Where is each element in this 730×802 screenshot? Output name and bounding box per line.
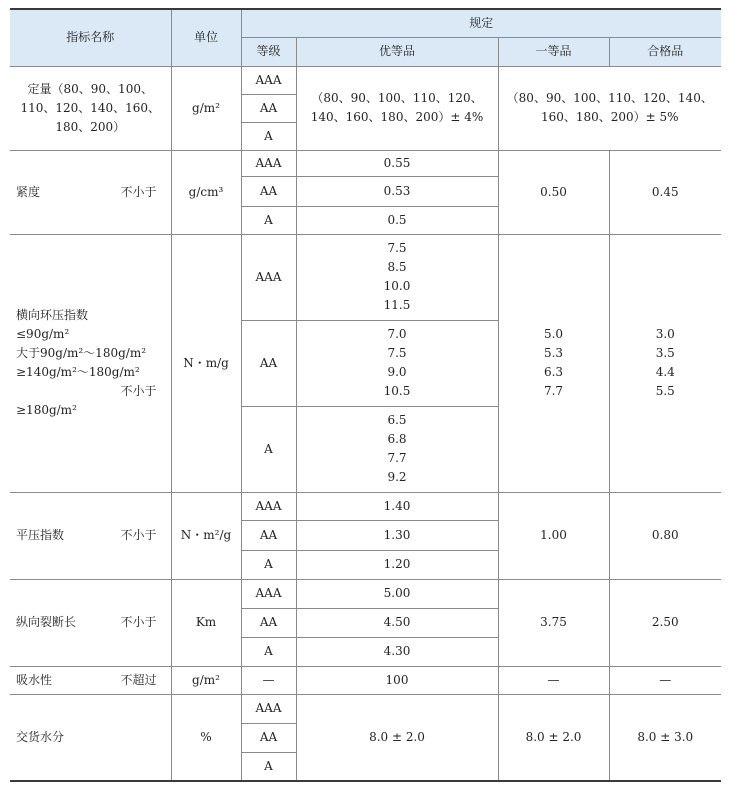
header-spec: 规定 (241, 9, 721, 37)
quantitative-first-qualified: （80、90、100、110、120、140、 160、180、200）± 5% (498, 66, 721, 150)
ring-crush-first: 5.0 5.3 6.3 7.7 (498, 234, 609, 492)
ring-crush-name: 横向环压指数 ≤90g/m² 大于90g/m²～180g/m² ≥140g/m²～180g/m² 不小于 ≥180g/m² (10, 234, 171, 492)
flat-crush-unit: N・m²/g (171, 492, 241, 579)
header-grade: 等级 (241, 37, 296, 66)
specification-table (10, 8, 721, 782)
value-cell: 0.53 (296, 176, 498, 206)
ring-crush-superior-aa: 7.0 7.5 9.0 10.5 (296, 320, 498, 406)
tightness-unit: g/cm³ (171, 150, 241, 234)
absorbency-grade: — (241, 666, 296, 694)
absorbency-unit: g/m² (171, 666, 241, 694)
absorbency-superior: 100 (296, 666, 498, 694)
value-cell: 0.55 (296, 150, 498, 176)
value-cell: 1.40 (296, 492, 498, 520)
ring-crush-superior-a: 6.5 6.8 7.7 9.2 (296, 406, 498, 492)
moisture-name: 交货水分 (10, 694, 171, 781)
breaking-length-first: 3.75 (498, 579, 609, 666)
flat-crush-qualified: 0.80 (609, 492, 721, 579)
moisture-qualified: 8.0 ± 3.0 (609, 694, 721, 781)
value-cell: 4.30 (296, 637, 498, 666)
grade-cell: AA (241, 94, 296, 122)
moisture-first: 8.0 ± 2.0 (498, 694, 609, 781)
flat-crush-first: 1.00 (498, 492, 609, 579)
absorbency-name: 吸水性 不超过 (10, 666, 171, 694)
breaking-length-name: 纵向裂断长 不小于 (10, 579, 171, 666)
grade-cell: A (241, 206, 296, 234)
breaking-length-unit: Km (171, 579, 241, 666)
header-superior: 优等品 (296, 37, 498, 66)
quantitative-name: 定量（80、90、100、 110、120、140、160、 180、200） (10, 66, 171, 150)
grade-cell: A (241, 752, 296, 781)
absorbency-first: — (498, 666, 609, 694)
grade-cell: AAA (241, 694, 296, 723)
grade-cell: AA (241, 608, 296, 637)
quantitative-unit: g/m² (171, 66, 241, 150)
value-cell: 5.00 (296, 579, 498, 608)
ring-crush-qualified: 3.0 3.5 4.4 5.5 (609, 234, 721, 492)
tightness-first: 0.50 (498, 150, 609, 234)
breaking-length-qualified: 2.50 (609, 579, 721, 666)
header-qualified: 合格品 (609, 37, 721, 66)
moisture-unit: % (171, 694, 241, 781)
grade-cell: AA (241, 723, 296, 752)
tightness-qualified: 0.45 (609, 150, 721, 234)
header-unit: 单位 (171, 9, 241, 66)
value-cell: 1.20 (296, 550, 498, 579)
grade-cell: AAA (241, 150, 296, 176)
grade-cell: AA (241, 520, 296, 550)
tightness-name: 紧度 不小于 (10, 150, 171, 234)
grade-cell: AAA (241, 66, 296, 94)
absorbency-qualified: — (609, 666, 721, 694)
quantitative-superior: （80、90、100、110、120、 140、160、180、200）± 4% (296, 66, 498, 150)
header-first: 一等品 (498, 37, 609, 66)
moisture-superior: 8.0 ± 2.0 (296, 694, 498, 781)
value-cell: 0.5 (296, 206, 498, 234)
value-cell: 1.30 (296, 520, 498, 550)
flat-crush-name: 平压指数 不小于 (10, 492, 171, 579)
grade-cell: AAA (241, 234, 296, 320)
grade-cell: A (241, 406, 296, 492)
grade-cell: AA (241, 320, 296, 406)
grade-cell: AAA (241, 579, 296, 608)
ring-crush-unit: N・m/g (171, 234, 241, 492)
grade-cell: AA (241, 176, 296, 206)
ring-crush-superior-aaa: 7.5 8.5 10.0 11.5 (296, 234, 498, 320)
value-cell: 4.50 (296, 608, 498, 637)
grade-cell: A (241, 122, 296, 150)
grade-cell: AAA (241, 492, 296, 520)
grade-cell: A (241, 637, 296, 666)
grade-cell: A (241, 550, 296, 579)
header-indicator: 指标名称 (10, 9, 171, 66)
